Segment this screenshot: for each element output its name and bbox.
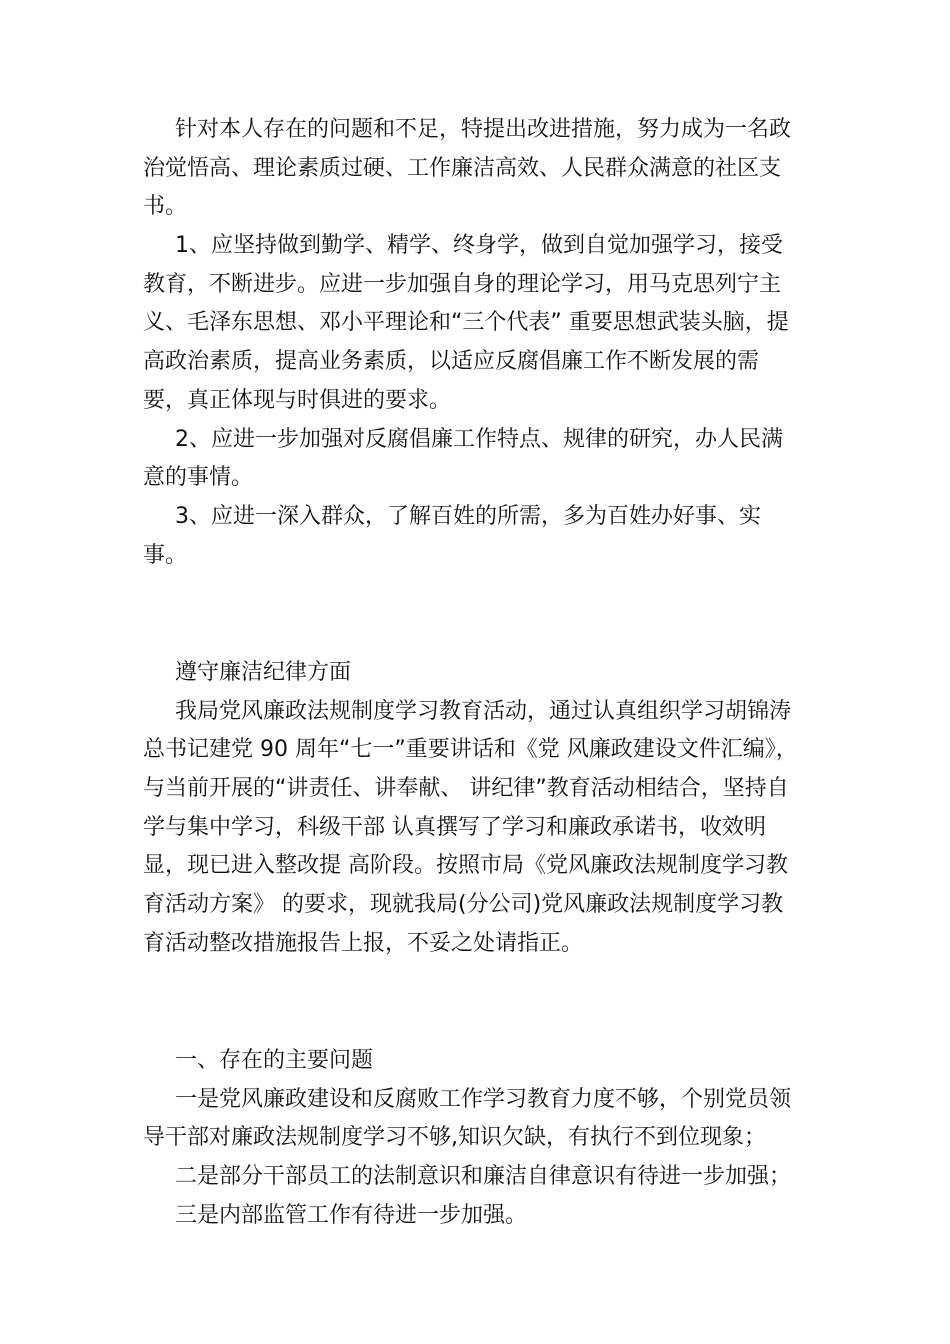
paragraph-line: 育活动整改措施报告上报，不妥之处请指正。	[143, 930, 584, 956]
paragraph-line: 一是党风廉政建设和反腐败工作学习教育力度不够，个别党员领	[175, 1086, 792, 1112]
section-integrity-discipline	[143, 654, 823, 964]
paragraph-line: 总书记建党 90 周年“七一”重要讲话和《党 风廉政建设文件汇编》，	[143, 737, 798, 763]
paragraph-line: 义、毛泽东思想、邓小平理论和“三个代表” 重要思想武装头脑，提	[143, 310, 789, 336]
paragraph-line: 与当前开展的“讲责任、讲奉献、 讲纪律”教育活动相结合，坚持自	[143, 776, 789, 802]
paragraph-line: 学与集中学习，科级干部 认真撰写了学习和廉政承诺书，收效明	[143, 814, 766, 840]
section-main-problems	[143, 1042, 823, 1235]
paragraph-line: 2、应进一步加强对反腐倡廉工作特点、规律的研究，办人民满	[175, 426, 783, 452]
paragraph-line: 针对本人存在的问题和不足，特提出改进措施，努力成为一名政	[175, 117, 792, 142]
paragraph-line: 导干部对廉政法规制度学习不够,知识欠缺，有执行不到位现象；	[143, 1125, 766, 1151]
paragraph-line: 意的事情。	[143, 465, 254, 491]
section-improvement-measures	[143, 111, 823, 575]
paragraph-line: 三是内部监管工作有待进一步加强。	[175, 1202, 528, 1228]
paragraph-line: 书。	[143, 194, 188, 220]
paragraph-line: 一、存在的主要问题	[175, 1048, 374, 1073]
paragraph-line: 教育，不断进步。应进一步加强自身的理论学习，用马克思列宁主	[143, 271, 782, 297]
paragraph-line: 治觉悟高、理论素质过硬、工作廉洁高效、人民群众满意的社区支	[143, 155, 782, 181]
paragraph-line: 育活动方案》 的要求，现就我局(分公司)党风廉政法规制度学习教	[143, 892, 784, 918]
paragraph-line: 显，现已进入整改提 高阶段。按照市局《党风廉政法规制度学习教	[143, 853, 788, 879]
paragraph-line: 我局党风廉政法规制度学习教育活动，通过认真组织学习胡锦涛	[175, 698, 792, 724]
paragraph-line: 二是部分干部员工的法制意识和廉洁自律意识有待进一步加强；	[175, 1164, 792, 1190]
paragraph-line: 1、应坚持做到勤学、精学、终身学，做到自觉加强学习，接受	[175, 233, 783, 259]
paragraph-line: 事。	[143, 542, 188, 568]
paragraph-line: 高政治素质，提高业务素质，以适应反腐倡廉工作不断发展的需	[143, 349, 760, 375]
paragraph-line: 要，真正体现与时俱进的要求。	[143, 387, 452, 413]
paragraph-line: 遵守廉洁纪律方面	[175, 660, 352, 685]
paragraph-line: 3、应进一深入群众，了解百姓的所需，多为百姓办好事、实	[175, 503, 761, 529]
